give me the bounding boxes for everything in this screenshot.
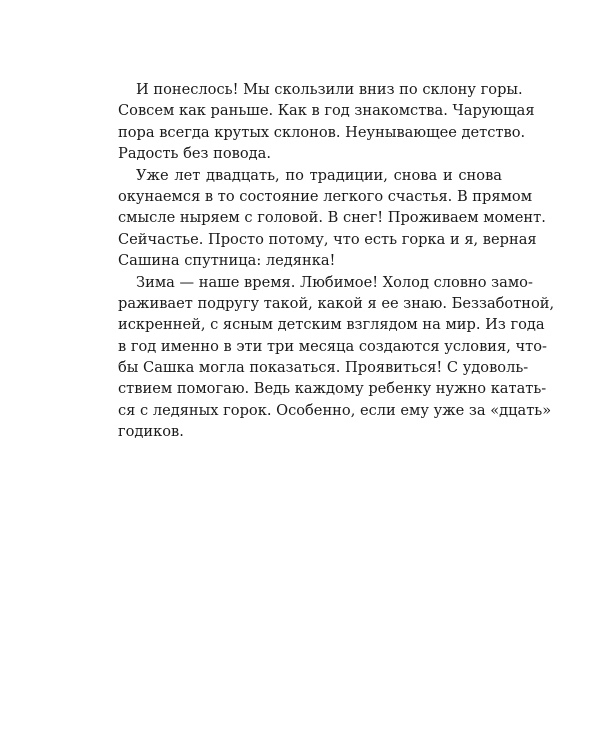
text-line: ствием помогаю. Ведь каждому ребенку нужно катать-	[118, 380, 547, 398]
paragraph-2	[118, 165, 546, 272]
text-line: смысле ныряем с головой. В снег! Проживаем момент.	[118, 209, 546, 227]
text-line: ся с ледяных горок. Особенно, если ему уже за «дцать»	[118, 401, 552, 419]
body-text	[118, 79, 555, 443]
text-line: Сейчастье. Просто потому, что есть горка и я, верная	[118, 230, 537, 248]
text-line: искренней, с ясным детским взглядом на мир. Из года	[118, 316, 545, 334]
text-line: И понеслось! Мы скользили вниз по склону горы.	[136, 81, 523, 98]
text-line: Сашина спутница: ледянка!	[118, 252, 336, 270]
text-line: годиков.	[118, 423, 184, 441]
text-line: бы Сашка могла показаться. Проявиться! С удоволь-	[118, 359, 529, 377]
text-line: пора всегда крутых склонов. Неунывающее детство.	[118, 123, 526, 141]
text-line: Совсем как раньше. Как в год знакомства. Чарующая	[118, 102, 535, 120]
text-line: Зима — наше время. Любимое! Холод словно замо-	[136, 273, 533, 291]
paragraph-1	[118, 79, 535, 165]
paragraph-3	[118, 272, 555, 443]
text-line: окунаемся в то состояние легкого счастья. В прямом	[118, 187, 533, 205]
text-line: раживает подругу такой, какой я ее знаю. Беззаботной,	[118, 294, 555, 312]
text-line: в год именно в эти три месяца создаются условия, что-	[118, 337, 547, 355]
text-line: Радость без повода.	[118, 145, 271, 163]
text-line: Уже лет двадцать, по традиции, снова и снова	[136, 166, 502, 184]
